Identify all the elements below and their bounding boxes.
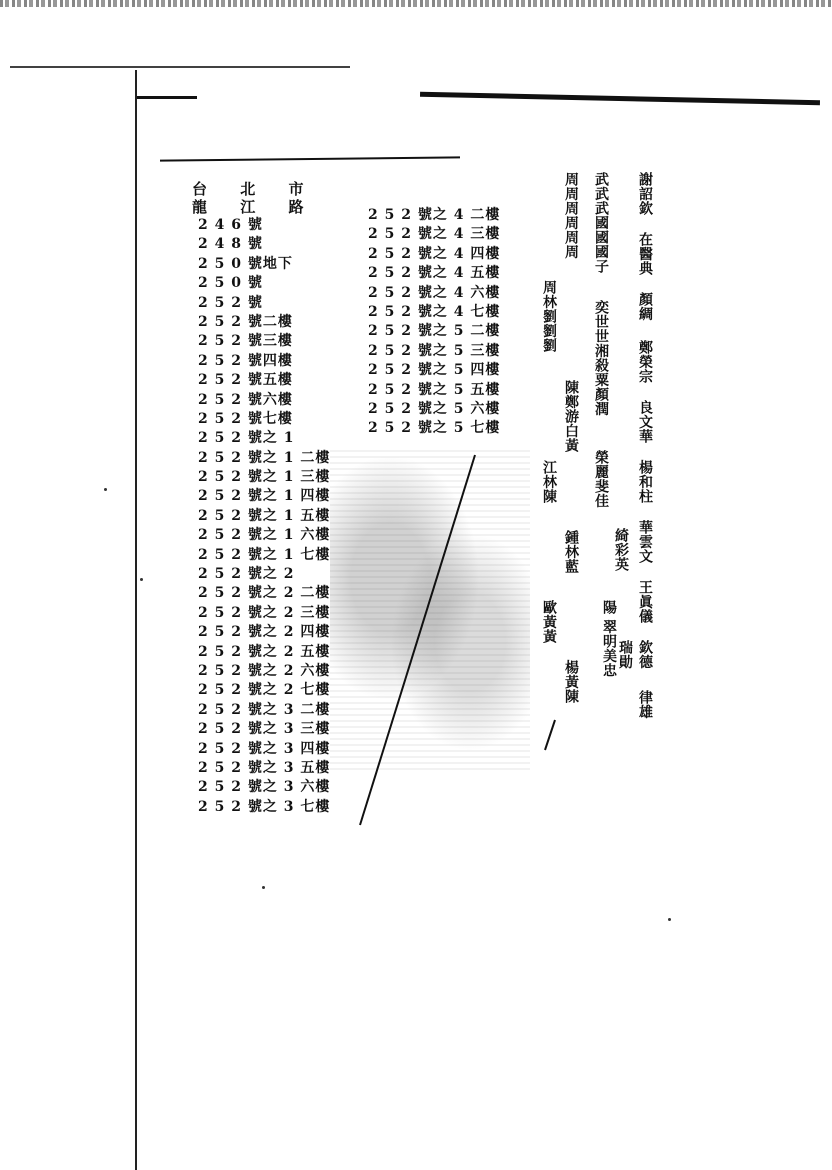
list-item: 2 5 2 號之 5 四樓 — [368, 362, 501, 379]
list-item: 2 5 2 號之 5 六樓 — [368, 400, 501, 417]
name-column: 華雲文 — [637, 520, 653, 564]
scan-speck — [668, 918, 671, 921]
list-item: 2 5 2 號之 4 二樓 — [368, 207, 501, 223]
name-column: 陳鄭游白黃 — [563, 380, 579, 453]
list-item: 2 5 0 號 — [198, 275, 263, 292]
list-item: 2 5 2 號之 4 四樓 — [368, 245, 501, 262]
list-item: 2 5 2 號之 3 五樓 — [198, 759, 331, 776]
list-item: 2 5 2 號之 2 五樓 — [198, 643, 331, 660]
list-item: 2 5 2 號之 1 二樓 — [198, 449, 331, 466]
city-heading: 台 北 市 — [192, 180, 318, 198]
name-column: 瑞勛 — [617, 640, 633, 669]
list-item: 2 5 2 號之 2 七樓 — [198, 682, 331, 699]
list-item: 2 5 2 號之 2 四樓 — [198, 624, 331, 641]
scan-speck — [104, 488, 107, 491]
list-item: 2 5 2 號之 2 — [198, 566, 295, 583]
list-item: 2 4 8 號 — [198, 236, 263, 253]
list-item: 2 5 2 號之 1 七樓 — [198, 546, 331, 563]
scan-speck — [262, 886, 265, 889]
name-column: 鄭榮宗 — [637, 340, 653, 384]
name-column: 江林陳 — [541, 460, 557, 504]
list-item: 2 5 2 號之 5 五樓 — [368, 381, 501, 398]
list-item: 2 5 2 號五樓 — [198, 372, 293, 389]
list-item: 2 5 2 號 — [198, 294, 263, 311]
list-item: 2 5 2 號之 3 六樓 — [198, 779, 331, 796]
list-item: 2 5 2 號之 4 六樓 — [368, 284, 501, 301]
name-column: 王眞儀 — [637, 580, 653, 624]
list-item: 2 5 2 號三樓 — [198, 333, 293, 350]
name-column: 欽德 — [637, 640, 653, 669]
road-heading: 龍 江 路 — [192, 198, 318, 216]
list-item: 2 5 2 號之 1 — [198, 430, 295, 447]
list-item: 2 5 2 號之 3 四樓 — [198, 740, 331, 757]
name-column: 歐黃黃 — [541, 600, 557, 644]
list-item: 2 5 2 號四樓 — [198, 352, 293, 369]
list-item: 2 5 2 號之 2 二樓 — [198, 585, 331, 602]
list-item: 2 5 2 號七樓 — [198, 410, 293, 427]
list-item: 2 5 2 號之 1 六樓 — [198, 527, 331, 544]
list-item: 2 5 0 號地下 — [198, 255, 293, 272]
list-item: 2 4 6 號 — [198, 217, 263, 233]
list-item: 2 5 2 號之 3 三樓 — [198, 721, 331, 738]
name-column: 良文華 — [637, 400, 653, 444]
list-item: 2 5 2 號之 3 七樓 — [198, 798, 331, 815]
list-item: 2 5 2 號之 5 七樓 — [368, 420, 501, 437]
list-item: 2 5 2 號之 4 五樓 — [368, 265, 501, 282]
name-column: 武武武國國國子 — [593, 172, 609, 274]
name-column: 顏綢 — [637, 292, 653, 321]
name-column: 楊和柱 — [637, 460, 653, 504]
list-item: 2 5 2 號之 2 三樓 — [198, 604, 331, 621]
name-column: 奕世世湘殺粟顏潤 — [593, 300, 609, 416]
name-column: 榮麗斐佳 — [593, 450, 609, 508]
name-column: 陽 翠明美忠 — [601, 600, 617, 678]
address-list-middle — [368, 206, 500, 439]
name-column: 鍾林藍 — [563, 530, 579, 574]
address-header — [192, 180, 317, 216]
name-column: 周林劉劉劉 — [541, 280, 557, 353]
list-item: 2 5 2 號之 5 三樓 — [368, 342, 501, 359]
list-item: 2 5 2 號之 4 三樓 — [368, 226, 501, 243]
scan-speck — [140, 578, 143, 581]
list-item: 2 5 2 號之 1 三樓 — [198, 469, 331, 486]
list-item: 2 5 2 號之 5 二樓 — [368, 323, 501, 340]
name-column: 在醫典 — [637, 232, 653, 276]
list-item: 2 5 2 號之 2 六樓 — [198, 662, 331, 679]
list-item: 2 5 2 號之 4 七樓 — [368, 303, 501, 320]
name-column: 綺彩英 — [613, 528, 629, 572]
name-column: 謝詔欽 — [637, 172, 653, 216]
list-item: 2 5 2 號之 1 四樓 — [198, 488, 331, 505]
list-item: 2 5 2 號之 1 五樓 — [198, 507, 331, 524]
list-item: 2 5 2 號二樓 — [198, 313, 293, 330]
name-column: 律雄 — [637, 690, 653, 719]
name-column: 楊黃陳 — [563, 660, 579, 704]
address-list-left — [198, 216, 330, 817]
list-item: 2 5 2 號之 3 二樓 — [198, 701, 331, 718]
name-column: 周周周周周周 — [563, 172, 579, 259]
list-item: 2 5 2 號六樓 — [198, 391, 293, 408]
